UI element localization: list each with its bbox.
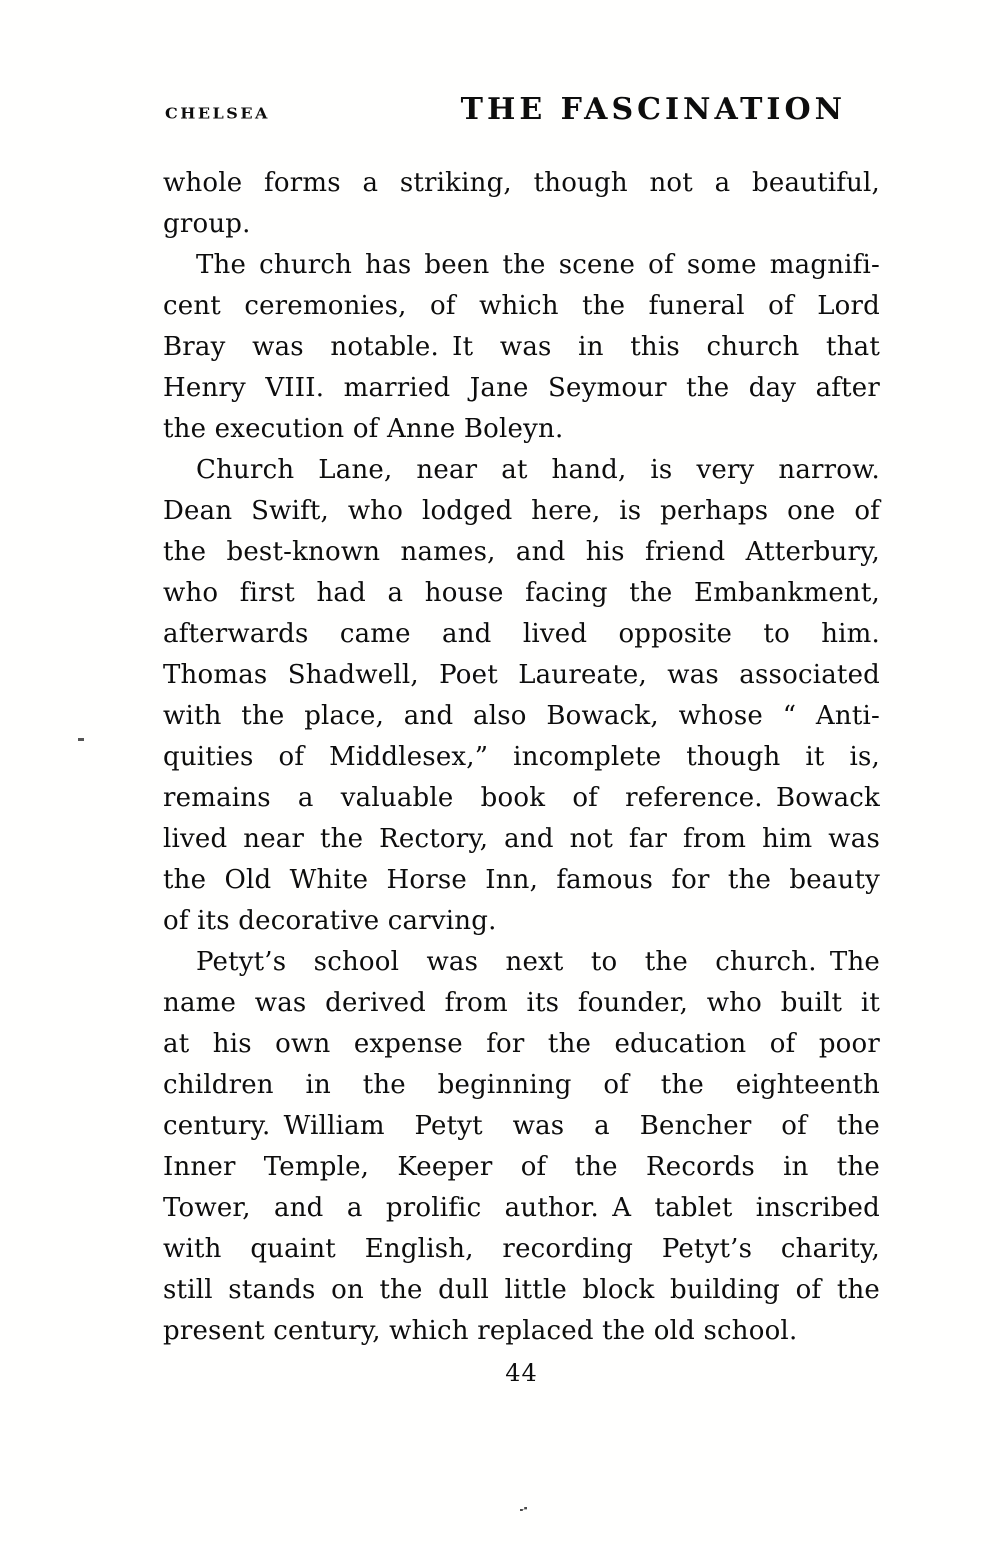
text-line: Dean Swift, who lodged here, is perhaps one of (163, 496, 880, 526)
running-head-title: THE FASCINATION (460, 92, 846, 127)
text-line: cent ceremonies, of which the funeral of Lord (163, 291, 880, 321)
text-line: Inner Temple, Keeper of the Records in the (163, 1152, 880, 1182)
text-line: present century, which replaced the old school. (163, 1316, 798, 1346)
running-header (163, 92, 880, 127)
scan-speck (520, 1507, 527, 1511)
text-line: Petyt’s school was next to the church. The (196, 947, 880, 977)
text-line: lived near the Rectory, and not far from him was (163, 824, 880, 854)
body-text (163, 163, 880, 1352)
text-line: The church has been the scene of some magnifi- (196, 250, 880, 280)
text-line: century. William Petyt was a Bencher of the (163, 1111, 880, 1141)
text-line: Church Lane, near at hand, is very narrow. (196, 455, 880, 485)
text-line: name was derived from its founder, who built it (163, 988, 880, 1018)
text-line: with the place, and also Bowack, whose “ Anti- (163, 701, 880, 731)
paragraph (163, 245, 880, 450)
text-line: Thomas Shadwell, Poet Laureate, was associated (163, 660, 880, 690)
text-column (163, 92, 880, 1387)
text-line: Bray was notable. It was in this church that (163, 332, 880, 362)
scan-speck (78, 738, 84, 741)
text-line: who first had a house facing the Embankment, (163, 578, 880, 608)
text-line: children in the beginning of the eighteenth (163, 1070, 880, 1100)
text-line: still stands on the dull little block building of the (163, 1275, 880, 1305)
text-line: Henry VIII. married Jane Seymour the day after (163, 373, 880, 403)
text-line: Tower, and a prolific author. A tablet inscribed (163, 1193, 880, 1223)
text-line: with quaint English, recording Petyt’s charity, (163, 1234, 880, 1264)
paragraph (163, 163, 880, 245)
text-line: group. (163, 209, 251, 239)
text-line: remains a valuable book of reference. Bowack (163, 783, 880, 813)
text-line: quities of Middlesex,” incomplete though it is, (163, 742, 880, 772)
text-line: the best-known names, and his friend Atterbury, (163, 537, 880, 567)
text-line: afterwards came and lived opposite to him. (163, 619, 880, 649)
paragraph (163, 450, 880, 942)
text-line: of its decorative carving. (163, 906, 497, 936)
text-line: the execution of Anne Boleyn. (163, 414, 564, 444)
running-head-place: CHELSEA (165, 104, 270, 123)
text-line: the Old White Horse Inn, famous for the beauty (163, 865, 880, 895)
text-line: at his own expense for the education of poor (163, 1029, 880, 1059)
text-line: whole forms a striking, though not a beautiful, (163, 168, 880, 198)
page-number: 44 (505, 1359, 538, 1387)
paragraph (163, 942, 880, 1352)
